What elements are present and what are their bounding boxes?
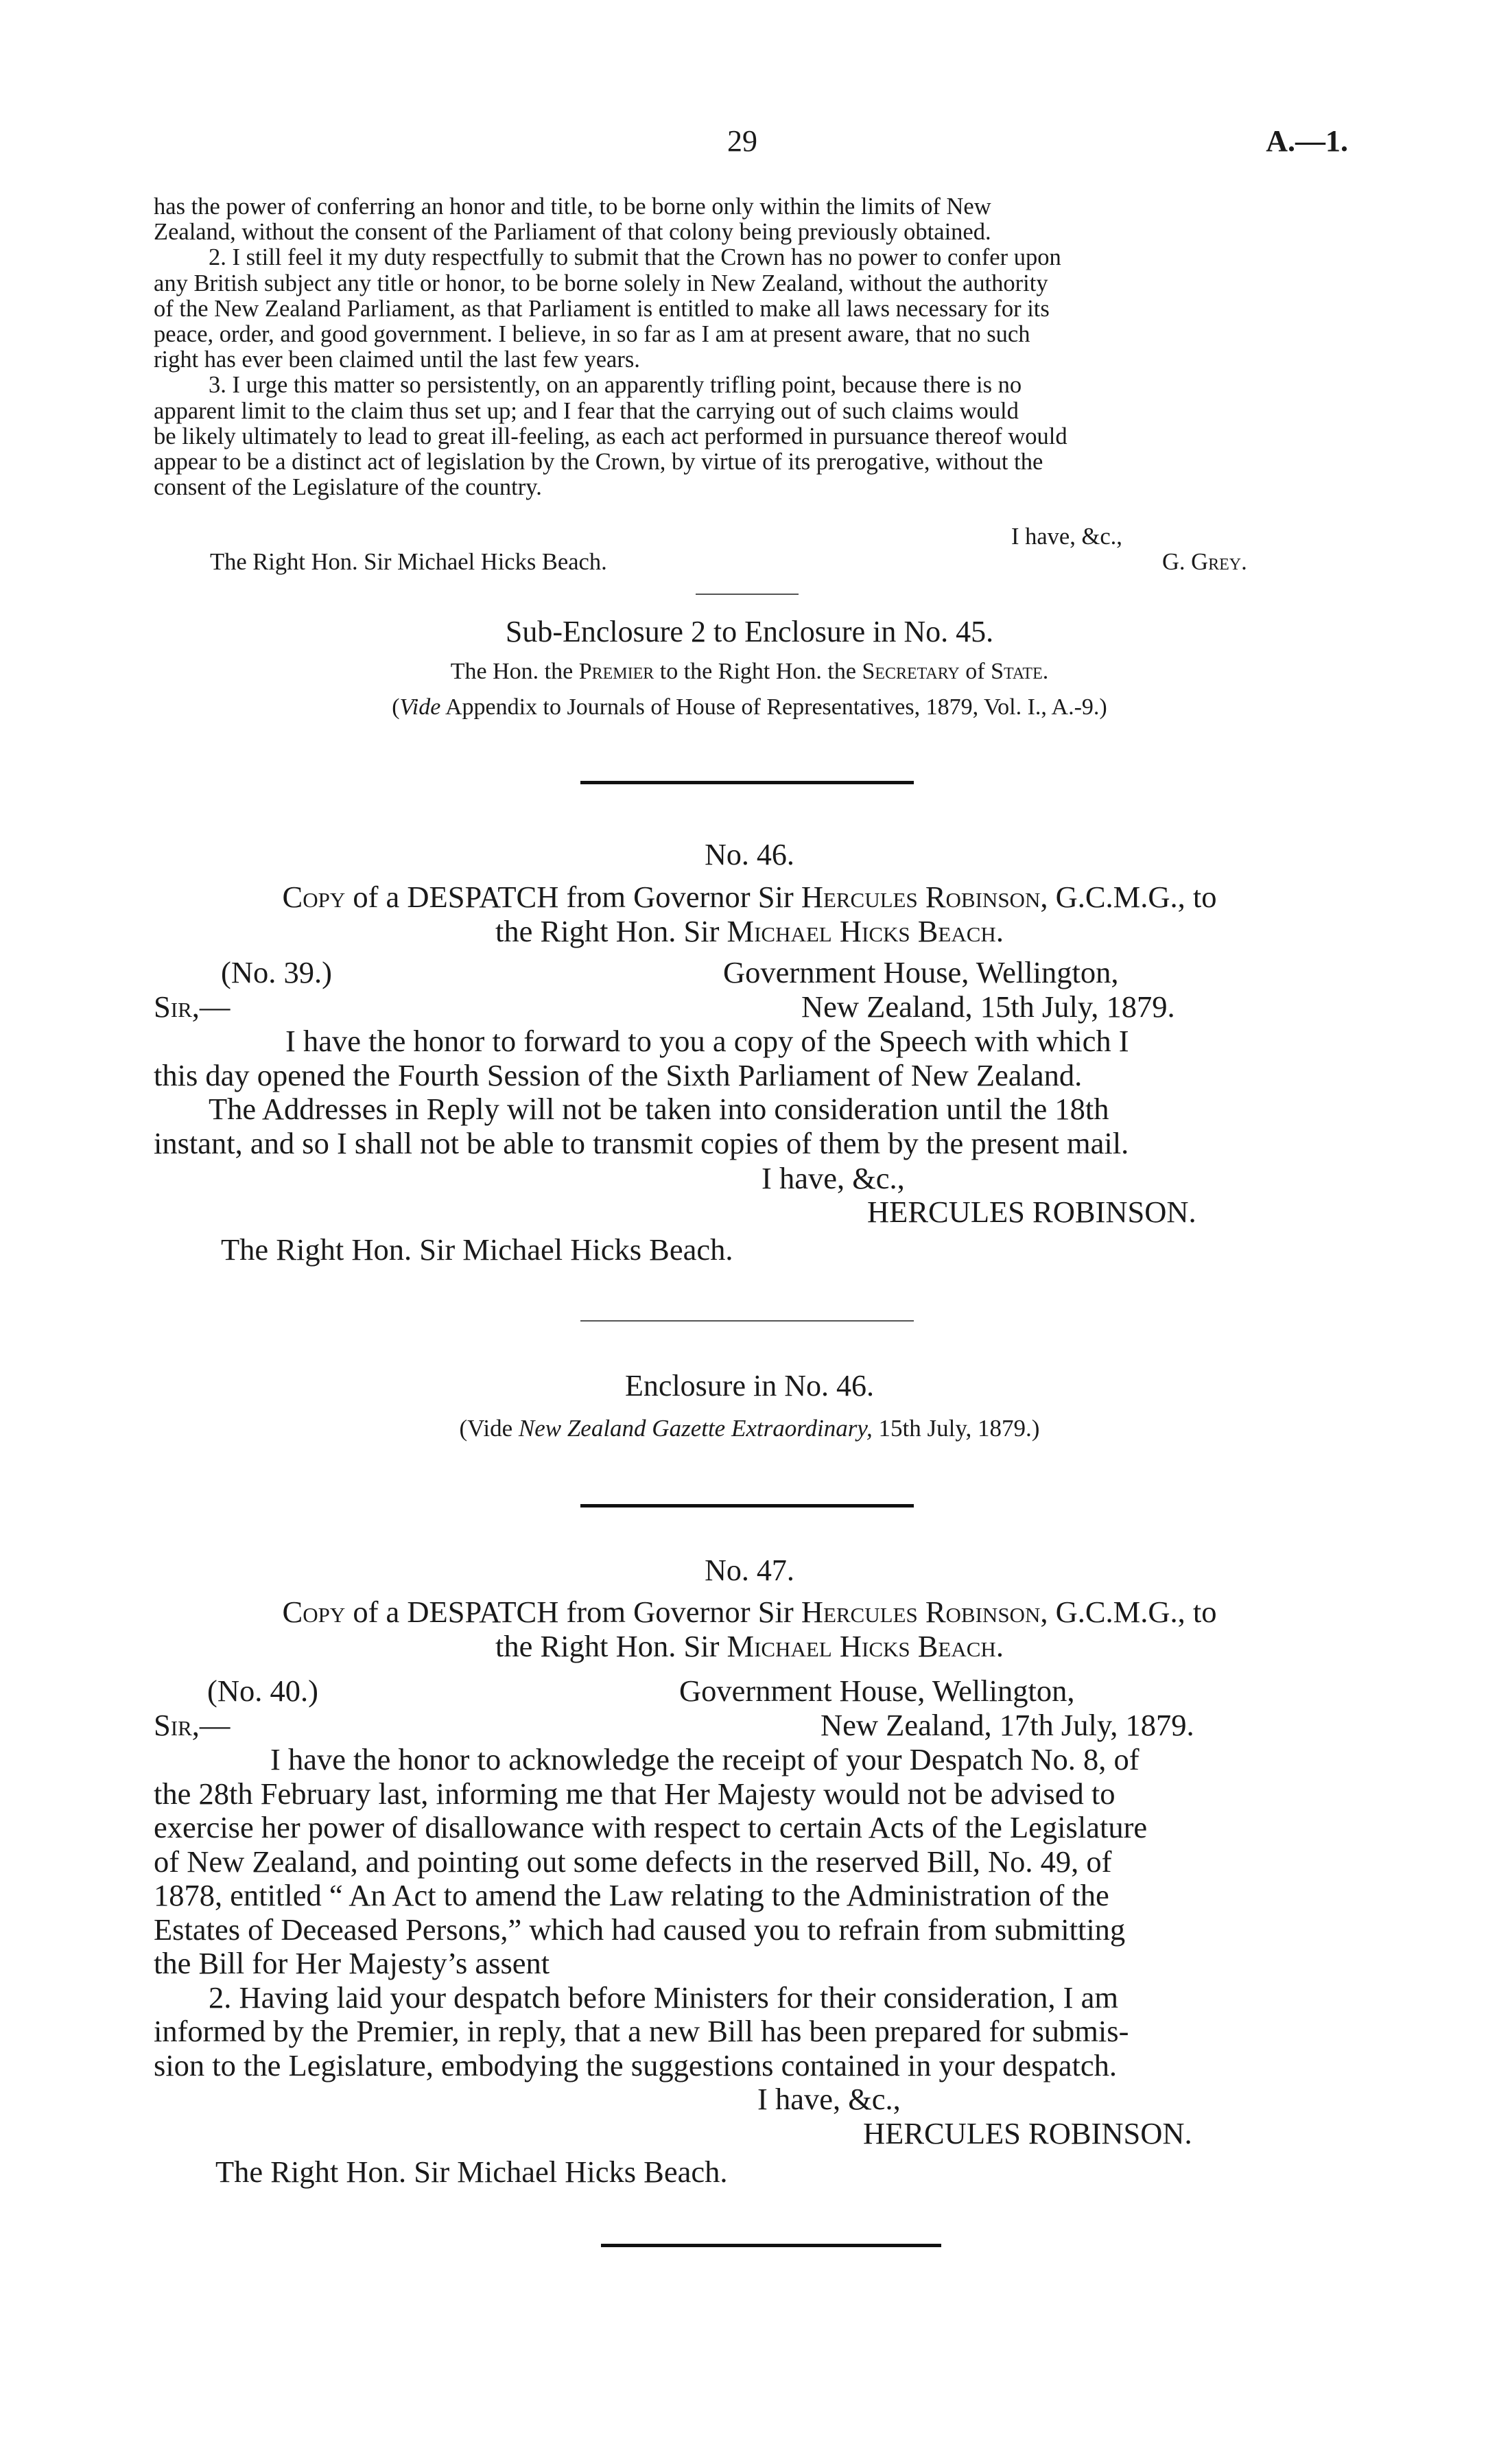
divider-short [696,594,799,595]
despatch-46-title-line2: the Right Hon. Sir Michael Hicks Beach. [495,914,1004,948]
despatch-46-i-have: I have, &c., [762,1161,905,1195]
despatch-46-addressee: The Right Hon. Sir Michael Hicks Beach. [221,1232,733,1267]
text-line: Estates of Deceased Persons,” which had caused you to refrain from submitting [154,1912,1126,1947]
enclosure-46-reference: (Vide New Zealand Gazette Extraordinary, 15th July, 1879.) [459,1415,1040,1442]
despatch-46-place: Government House, Wellington, [723,955,1119,989]
text-line: I have the honor to acknowledge the receipt of your Despatch No. 8, of [270,1742,1140,1776]
text-line: 2. I still feel it my duty respectfully to submit that the Crown has no power to confer upon [209,244,1061,271]
section-divider [580,1504,914,1507]
despatch-47-signature: HERCULES ROBINSON. [863,2116,1192,2150]
text-line: of New Zealand, and pointing out some defects in the reserved Bill, No. 49, of [154,1844,1112,1879]
despatch-47-title: Copy of a DESPATCH from Governor Sir Hercules Robinson, G.C.M.G., to [282,1595,1217,1629]
despatch-46-date: New Zealand, 15th July, 1879. [801,989,1175,1024]
despatch-47-addressee: The Right Hon. Sir Michael Hicks Beach. [215,2155,728,2189]
despatch-number-46: No. 46. [705,838,794,871]
text-line: be likely ultimately to lead to great ill-feeling, as each act performed in pursuance thereof would [154,423,1067,449]
despatch-46-salutation: Sir,— [154,989,231,1024]
letter-continuation [154,194,1347,500]
despatch-46-body [154,1024,1347,1160]
signature: G. Grey. [1162,549,1247,575]
closing-i-have: I have, &c., [1011,524,1122,550]
despatch-46-title: Copy of a DESPATCH from Governor Sir Hercules Robinson, G.C.M.G., to [282,880,1217,914]
sub-enclosure-line: The Hon. the Premier to the Right Hon. the Secretary of State. [450,659,1049,684]
despatch-47-body [154,1743,1347,2082]
text-line: has the power of conferring an honor and title, to be borne only within the limits of New [154,193,991,220]
text-line: apparent limit to the claim thus set up; and I fear that the carrying out of such claims would [154,397,1019,424]
text-line: this day opened the Fourth Session of the Sixth Parliament of New Zealand. [154,1057,1083,1092]
section-divider [580,781,914,784]
text-line: appear to be a distinct act of legislation by the Crown, by virtue of its prerogative, without the [154,449,1043,476]
text-line: The Addresses in Reply will not be taken into consideration until the 18th [209,1092,1109,1126]
despatch-47-place: Government House, Wellington, [679,1674,1075,1708]
text-line: informed by the Premier, in reply, that a new Bill has been prepared for submis- [154,2014,1129,2048]
enclosure-46-title: Enclosure in No. 46. [625,1369,874,1403]
text-line: 2. Having laid your despatch before Ministers for their consideration, I am [209,1980,1118,2015]
text-line: 3. I urge this matter so persistently, on an apparently trifling point, because there is no [209,372,1022,399]
document-reference: A.—1. [1266,124,1348,158]
addressee: The Right Hon. Sir Michael Hicks Beach. [210,549,607,575]
despatch-47-date: New Zealand, 17th July, 1879. [821,1708,1194,1742]
despatch-46-number: (No. 39.) [221,955,332,989]
despatch-47-number: (No. 40.) [207,1674,318,1708]
page-number: 29 [727,124,757,158]
text-line: right has ever been claimed until the last few years. [154,347,640,373]
text-line: consent of the Legislature of the country. [154,474,542,501]
text-line: 1878, entitled “ An Act to amend the Law relating to the Administration of the [154,1878,1109,1912]
text-line: the Bill for Her Majesty’s assent [154,1946,550,1980]
despatch-47-salutation: Sir,— [154,1708,231,1742]
text-line: I have the honor to forward to you a copy of the Speech with which I [285,1024,1129,1058]
text-line: of the New Zealand Parliament, as that Parliament is entitled to make all laws necessary for its [154,295,1050,322]
text-line: exercise her power of disallowance with respect to certain Acts of the Legislature [154,1810,1148,1844]
text-line: sion to the Legislature, embodying the suggestions contained in your despatch. [154,2048,1117,2082]
despatch-46-signature: HERCULES ROBINSON. [867,1195,1196,1229]
despatch-47-i-have: I have, &c., [757,2082,901,2116]
text-line: peace, order, and good government. I believe, in so far as I am at present aware, that no such [154,321,1030,348]
text-line: the 28th February last, informing me that Her Majesty would not be advised to [154,1776,1116,1811]
text-line: any British subject any title or honor, to be borne solely in New Zealand, without the authority [154,270,1048,296]
sub-enclosure-title: Sub-Enclosure 2 to Enclosure in No. 45. [505,615,994,648]
section-divider-light [580,1320,914,1322]
sub-enclosure-reference: (Vide Appendix to Journals of House of Representatives, 1879, Vol. I., A.-9.) [392,694,1107,720]
despatch-number-47: No. 47. [705,1553,794,1587]
despatch-47-title-line2: the Right Hon. Sir Michael Hicks Beach. [495,1629,1004,1663]
section-divider [601,2244,941,2247]
text-line: instant, and so I shall not be able to transmit copies of them by the present mail. [154,1125,1129,1160]
text-line: Zealand, without the consent of the Parliament of that colony being previously obtained. [154,219,991,246]
